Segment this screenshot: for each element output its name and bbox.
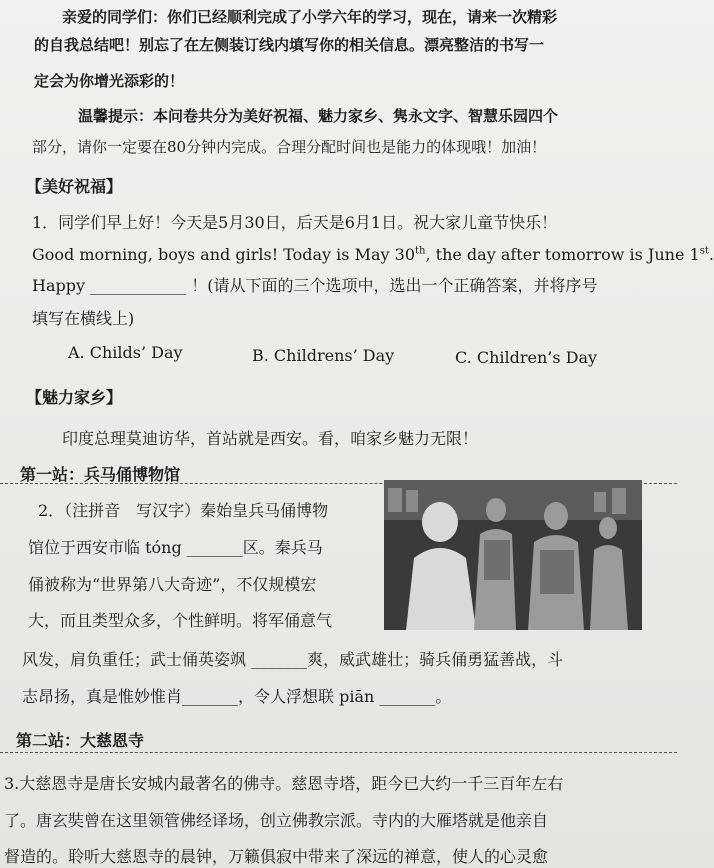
ordinal-st: st: [699, 245, 709, 257]
section-heading-blessing: 【美好祝福】: [26, 177, 123, 196]
option-b[interactable]: B. Childrens’ Day: [252, 346, 395, 365]
stop-1-heading: 第一站：兵马俑博物馆: [20, 465, 181, 484]
ordinal-th: th: [415, 245, 426, 257]
question-1-line-4: 填写在横线上): [32, 309, 135, 328]
option-a[interactable]: A. Childs’ Day: [68, 343, 183, 362]
question-1-english-part-a: Good morning, boys and girls! Today is May 30: [32, 245, 415, 264]
question-3-line-1: 3.大慈恩寺是唐长安城内最著名的佛寺。慈恩寺塔，距今已大约一千三百年左右: [4, 774, 564, 793]
question-1-english-part-b: , the day after tomorrow is June 1: [425, 245, 700, 264]
question-2-line-4: 大，而且类型众多，个性鲜明。将军俑意气: [28, 611, 333, 630]
tip-line-2: 部分，请你一定要在80分钟内完成。合理分配时间也是能力的体现哦！加油！: [32, 138, 547, 156]
dashed-divider-2: [0, 752, 677, 753]
hometown-intro: 印度总理莫迪访华，首站就是西安。看，咱家乡魅力无限！: [62, 429, 479, 448]
tip-line-1: 温馨提示：本问卷共分为美好祝福、魅力家乡、隽永文字、智慧乐园四个: [78, 107, 559, 125]
intro-line-2: 的自我总结吧！别忘了在左侧装订线内填写你的相关信息。漂亮整洁的书写一: [34, 36, 545, 54]
terracotta-warriors-illustration: [384, 480, 642, 630]
question-1-english: Good morning, boys and girls! Today is May 30th, the day after tomorrow is June 1st.: [32, 245, 714, 264]
question-2-line-3: 俑被称为“世界第八大奇迹”，不仅规模宏: [28, 575, 317, 594]
question-2-line-2: 馆位于西安市临 tóng _______区。秦兵马: [28, 538, 323, 557]
option-c[interactable]: C. Children’s Day: [455, 348, 598, 367]
question-1-instruction: ！(请从下面的三个选项中，选出一个正确答案，并将序号: [191, 276, 598, 295]
question-3-line-2: 了。唐玄奘曾在这里领管佛经译场，创立佛教宗派。寺内的大雁塔就是他亲自: [4, 811, 549, 830]
question-3-line-3: 督造的。聆听大慈恩寺的晨钟，万籁俱寂中带来了深远的禅意，使人的心灵愈: [4, 847, 549, 866]
answer-blank[interactable]: ____________: [90, 276, 187, 295]
intro-line-1: 亲爱的同学们：你们已经顺利完成了小学六年的学习，现在，请来一次精彩: [62, 8, 558, 26]
question-1-line-1: 1．同学们早上好！今天是5月30日，后天是6月1日。祝大家儿童节快乐！: [32, 213, 558, 232]
section-heading-hometown: 【魅力家乡】: [26, 388, 123, 407]
question-2-line-5: 风发，肩负重任；武士俑英姿飒 _______爽，威武雄壮；骑兵俑勇猛善战，斗: [22, 650, 564, 669]
question-1-happy-line: [32, 273, 597, 296]
terracotta-warriors-photo: [384, 480, 642, 630]
intro-line-3: 定会为你增光添彩的！: [34, 72, 185, 90]
question-2-line-1: 2．（注拼音 写汉字）秦始皇兵马俑博物: [38, 501, 329, 520]
question-2-line-6: 志昂扬，真是惟妙惟肖_______，令人浮想联 piān _______。: [22, 687, 452, 706]
happy-word: Happy: [32, 276, 86, 295]
stop-2-heading: 第二站：大慈恩寺: [16, 731, 145, 750]
